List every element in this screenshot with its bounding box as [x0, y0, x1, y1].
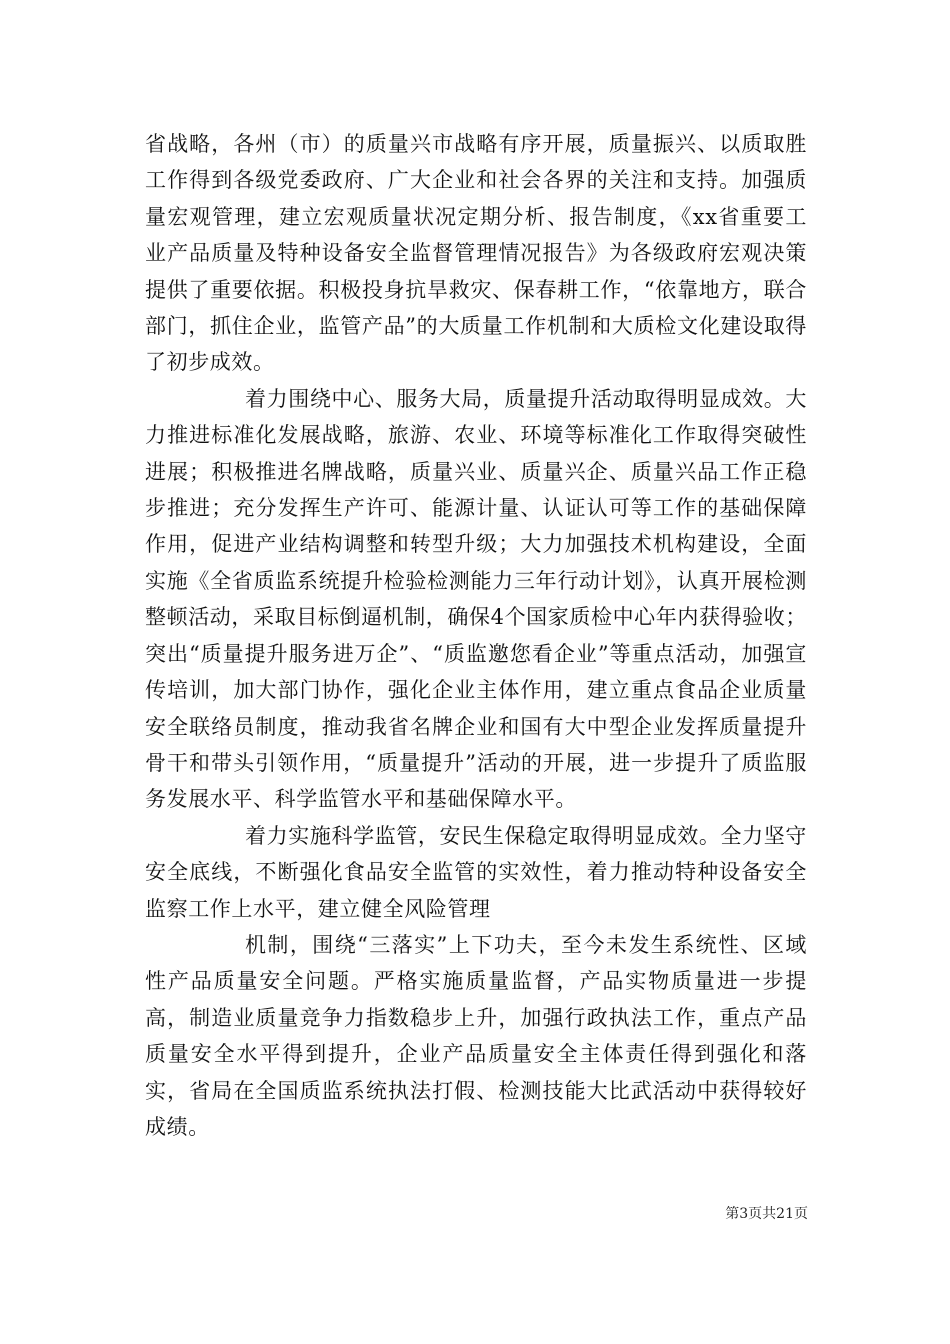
paragraph-continuation: 省战略，各州（市）的质量兴市战略有序开展，质量振兴、以质取胜工作得到各级党委政府、广大企业和社会各界的关注和支持。加强质量宏观管理，建立宏观质量状况定期分析、报告制度，《xx省重要工业产品质量及特种设备安全监督管理情况报告》为各级政府宏观决策提供了重要依据。积极投身抗旱救灾、保春耕工作，“依靠地方，联合部门，抓住企业，监管产品”的大质量工作机制和大质检文化建设取得了初步成效。: [145, 132, 807, 375]
paragraph-scientific-supervision: 着力实施科学监管，安民生保稳定取得明显成效。全力坚守安全底线，不断强化食品安全监管的实效性，着力推动特种设备安全监察工作上水平，建立健全风险管理: [145, 823, 807, 921]
page-number-footer: 第3页共21页: [725, 1206, 808, 1222]
document-body: [145, 126, 807, 1145]
paragraph-risk-mechanism: 机制，围绕“三落实”上下功夫，至今未发生系统性、区域性产品质量安全问题。严格实施质量监督，产品实物质量进一步提高，制造业质量竞争力指数稳步上升，加强行政执法工作，重点产品质量安全水平得到提升，企业产品质量安全主体责任得到强化和落实，省局在全国质监系统执法打假、检测技能大比武活动中获得较好成绩。: [145, 932, 807, 1139]
paragraph-quality-improvement: 着力围绕中心、服务大局，质量提升活动取得明显成效。大力推进标准化发展战略，旅游、农业、环境等标准化工作取得突破性进展；积极推进名牌战略，质量兴业、质量兴企、质量兴品工作正稳步推进；充分发挥生产许可、能源计量、认证认可等工作的基础保障作用，促进产业结构调整和转型升级；大力加强技术机构建设，全面实施《全省质监系统提升检验检测能力三年行动计划》，认真开展检测整顿活动，采取目标倒逼机制，确保4个国家质检中心年内获得验收；突出“质量提升服务进万企”、“质监邀您看企业”等重点活动，加强宣传培训，加大部门协作，强化企业主体作用，建立重点食品企业质量安全联络员制度，推动我省名牌企业和国有大中型企业发挥质量提升骨干和带头引领作用，“质量提升”活动的开展，进一步提升了质监服务发展水平、科学监管水平和基础保障水平。: [145, 386, 807, 812]
